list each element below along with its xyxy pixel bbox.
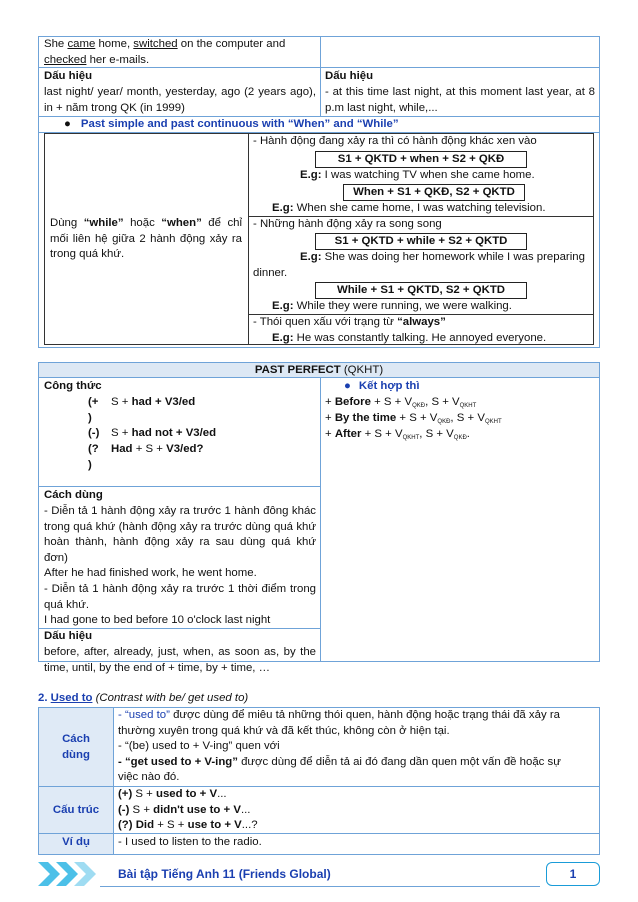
usage-2: - Diễn tả 1 hành động xảy ra trước 1 thời điểm trong quá khứ. [44,583,316,611]
formula-when-1: S1 + QKTD + when + S2 + QKĐ [315,151,527,168]
formula-negative: S + had not + V3/ed [111,427,217,439]
past-continuous-signal-title: Dấu hiệu [325,70,374,82]
footer-book-title: Bài tập Tiếng Anh 11 (Friends Global) [118,867,331,881]
formula-question: Had + S + V3/ed? [111,443,204,455]
formula-while-1: S1 + QKTD + while + S2 + QKTD [315,233,527,250]
past-perfect-title-band: PAST PERFECT (QKHT) [38,362,600,378]
formula-negative-sign: (-) [88,427,100,439]
example-label: Ví dụ [62,836,90,848]
ps-pc-divider-vertical [320,36,321,116]
formula-while-2: While + S1 + QKTD, S2 + QKTD [315,282,527,299]
formula-when-2: When + S1 + QKĐ, S2 + QKTD [343,184,525,201]
past-simple-example: She came home, switched on the computer and checked her e-mails. [44,38,286,66]
when-intro: - Hành động đang xảy ra thì có hành động khác xen vào [253,135,537,147]
when-while-left-text: Dùng “while” hoặc “when” để chỉ mối liên hệ giữa 2 hành động xảy ra trong quá khứ. [50,217,243,260]
footer-line [100,886,540,887]
past-perfect-divider-1 [38,486,321,487]
usage-title: Cách dùng [44,489,103,501]
usage-example-1: After he had finished work, he went home. [44,567,257,579]
formula-title: Công thức [44,380,102,392]
usage-1: - Diễn tả 1 hành động xảy ra trước 1 hành đông khác trong quá khứ (hành động xảy ra trước dùng quá khứ hoàn thành, hành động xảy ra sau dùng quá khứ đơn) [44,505,316,564]
when-while-heading: ● Past simple and past continuous with “When” and “While” [64,118,399,130]
used-to-heading: 2. Used to (Contrast with be/ get used to) [38,692,249,704]
structure-label: Cấu trúc [52,804,100,816]
bullet-icon: ● [64,118,71,130]
past-perfect-divider-vertical [320,378,321,662]
when-example-1: E.g: I was watching TV when she came home. [300,169,535,181]
used-to-link[interactable]: Used to [50,692,93,704]
usage-label: Cách dùng [62,733,90,761]
bullet-icon: ● [344,380,351,392]
used-to-structure: (+) S + used to + V... (-) S + didn't use to + V... (?) Did + S + use to + V...? [118,788,258,832]
while-intro: - Những hành động xảy ra song song [253,218,442,230]
page-number: 1 [546,862,600,886]
formula-question-sign: (? [88,443,99,455]
when-example-2: E.g: When she came home, I was watching television. [272,202,546,214]
used-to-example: - I used to listen to the radio. [118,836,262,848]
footer-chevrons-icon [38,862,98,892]
combo-by-the-time: + By the time + $S + V_{QKĐ}$, $S + V_{QKHT}$ [325,412,502,425]
used-to-usage: - “used to” được dùng để miêu tả những thói quen, hành động hoặc trạng thái đã xảy ra thường xuyên trong quá khứ và đã kết thúc, không còn ở hiện tại. - “(be) used to + V-ing” quen với - “get used to + V-ing” được dùng để diễn tả ai đó đang dần quen một vấn đề hoặc sự việc nào đó. [118,709,561,784]
usage-example-2: I had gone to bed before 10 o'clock last night [44,614,271,626]
always-example: E.g: He was constantly talking. He annoyed everyone. [272,332,547,344]
while-example-2: E.g: While they were running, we were walking. [272,300,512,312]
while-example-1: E.g: She was doing her homework while I was preparing dinner. [253,251,585,279]
always-intro: - Thói quen xấu với trạng từ “always” [253,316,446,328]
past-perfect-signal-text: before, after, already, just, when, as soon as, by the time, until, by the end of + time, by + time, … [44,646,316,674]
combo-after: + After + $S + V_{QKHT}$, $S + V_{QKĐ}$. [325,428,470,441]
past-simple-signal-title: Dấu hiệu [44,70,93,82]
formula-positive: S + had + V3/ed [111,396,196,408]
combo-title: ● Kết hợp thì [344,380,420,392]
formula-positive-close: ) [88,412,92,424]
past-continuous-signal-text: - at this time last night, at this moment last year, at 8 p.m last night, while,... [325,86,595,114]
past-simple-signal-text: last night/ year/ month, yesterday, ago (2 years ago), in + năm trong QK (in 1999) [44,86,316,114]
formula-question-close: ) [88,459,92,471]
combo-before: + Before + $S + V_{QKĐ}$, $S + V_{QKHT}$ [325,396,477,409]
past-perfect-signal-title: Dấu hiệu [44,630,93,642]
formula-positive-sign: (+ [88,396,99,408]
